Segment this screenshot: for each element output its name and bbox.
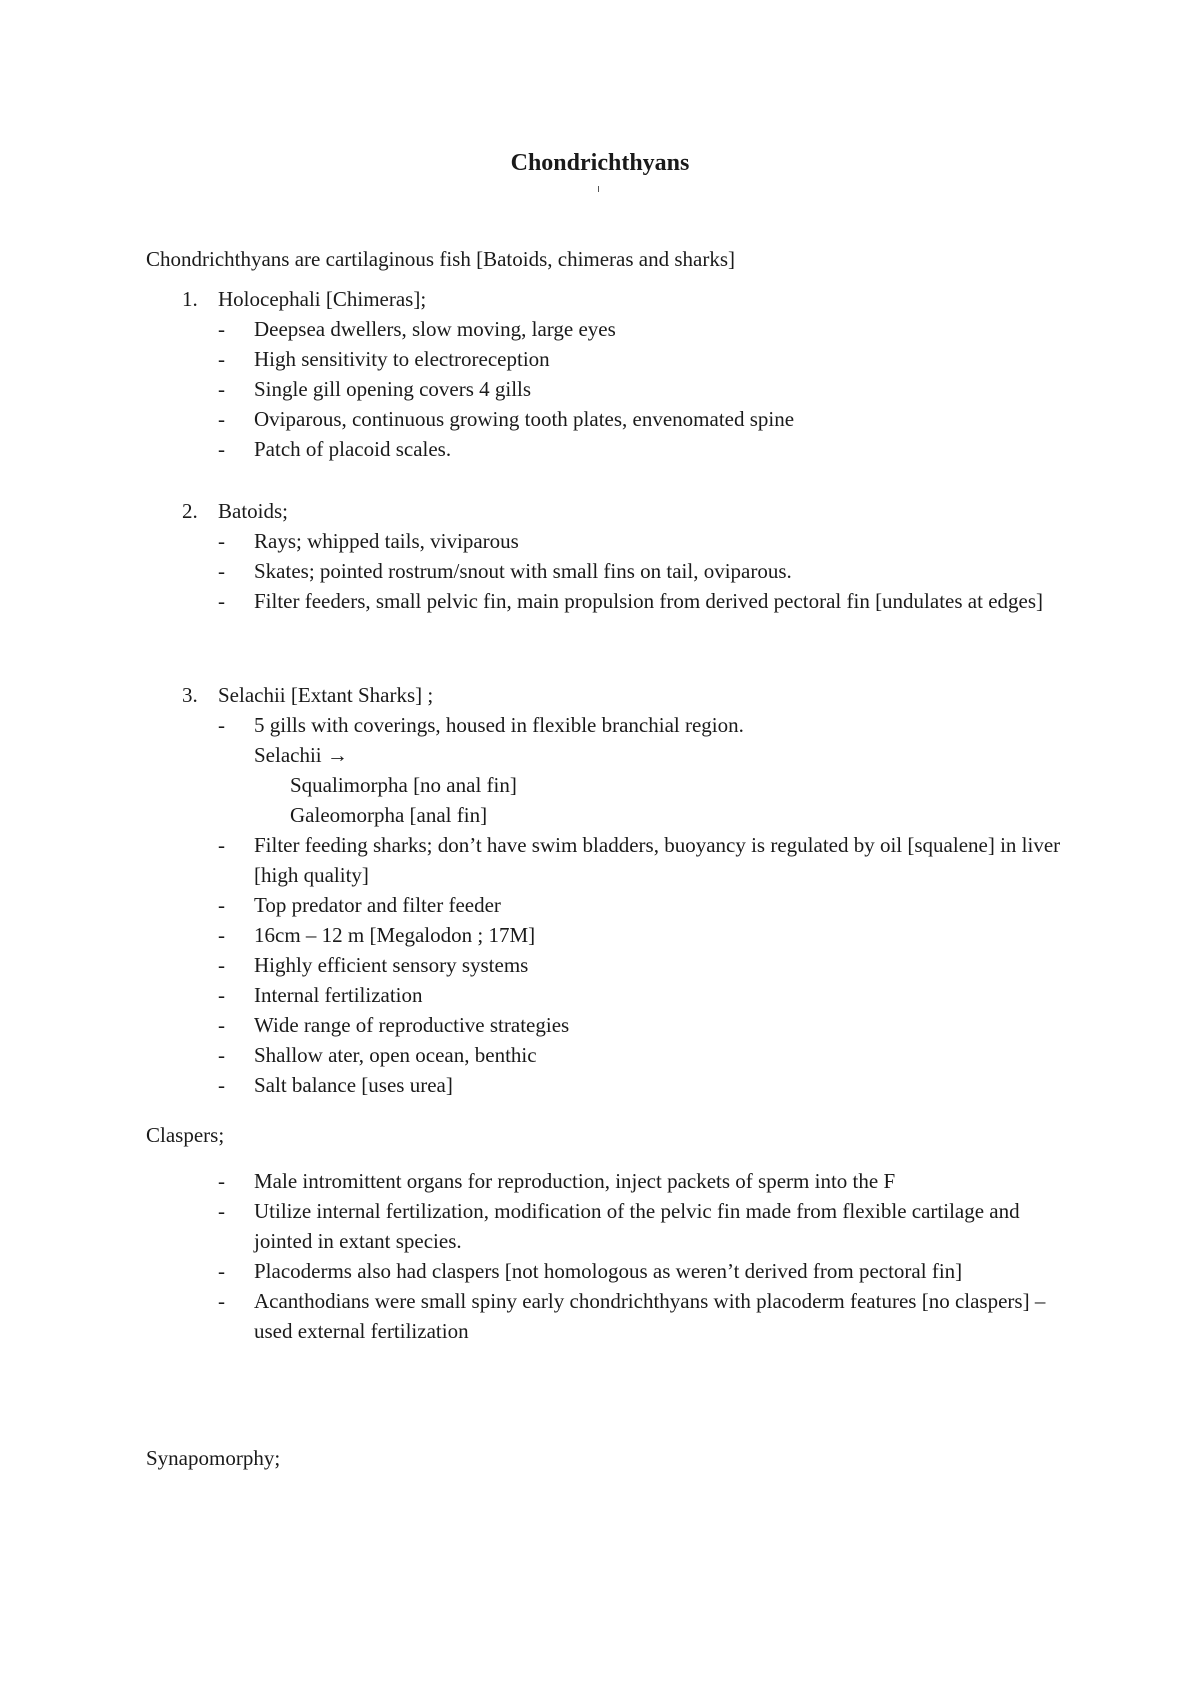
list-item — [146, 710, 1066, 740]
section-selachii — [146, 680, 1066, 1100]
section-claspers — [146, 1166, 1066, 1346]
bullet-dash: - — [218, 983, 225, 1007]
bullet-dash: - — [218, 1073, 225, 1097]
list-item — [146, 1070, 1066, 1100]
section-label: Selachii [Extant Sharks] ; — [218, 683, 434, 707]
bullet-dash: - — [218, 893, 225, 917]
section-label: Batoids; — [218, 499, 289, 523]
bullet-dash: - — [218, 317, 225, 341]
bullet-dash: - — [218, 1259, 225, 1283]
bullet-text: 5 gills with coverings, housed in flexible branchial region. — [254, 713, 744, 737]
list-item — [146, 890, 1066, 920]
list-item — [146, 1286, 1066, 1346]
claspers-heading: Claspers; — [146, 1123, 225, 1147]
title-mark — [598, 186, 599, 192]
section-batoids — [146, 496, 1066, 616]
list-item — [146, 556, 1066, 586]
bullet-list — [146, 1166, 1066, 1346]
bullet-text: Utilize internal fertilization, modification of the pelvic fin made from flexible cartilage and jointed in extant species. — [254, 1199, 1020, 1253]
bullet-text: Filter feeders, small pelvic fin, main propulsion from derived pectoral fin [undulates at edges] — [254, 589, 1044, 613]
bullet-dash: - — [218, 713, 225, 737]
bullet-text: Single gill opening covers 4 gills — [254, 377, 532, 401]
bullet-text: Salt balance [uses urea] — [254, 1073, 453, 1097]
list-item — [146, 404, 1066, 434]
bullet-dash: - — [218, 589, 225, 613]
list-item — [146, 374, 1066, 404]
section-heading — [146, 680, 1066, 710]
synapomorphy-heading: Synapomorphy; — [146, 1446, 281, 1470]
list-item — [146, 920, 1066, 950]
section-number: 2. — [182, 499, 198, 523]
bullet-text: Patch of placoid scales. — [254, 437, 452, 461]
bullet-dash: - — [218, 923, 225, 947]
bullet-text: Shallow ater, open ocean, benthic — [254, 1043, 537, 1067]
section-heading — [146, 496, 1066, 526]
list-item — [146, 1166, 1066, 1196]
bullet-list — [146, 830, 1066, 1100]
bullet-text: High sensitivity to electroreception — [254, 347, 550, 371]
page-title: Chondrichthyans — [510, 150, 690, 176]
selachii-subgroups — [146, 740, 1066, 830]
bullet-dash: - — [218, 1043, 225, 1067]
bullet-text: Internal fertilization — [254, 983, 423, 1007]
bullet-dash: - — [218, 407, 225, 431]
list-item — [146, 1040, 1066, 1070]
bullet-text: Acanthodians were small spiny early chondrichthyans with placoderm features [no claspers] – used external fertilization — [254, 1289, 1046, 1343]
bullet-text: 16cm – 12 m [Megalodon ; 17M] — [254, 923, 536, 947]
bullet-list — [146, 710, 1066, 740]
intro-paragraph: Chondrichthyans are cartilaginous fish [Batoids, chimeras and sharks] — [146, 247, 736, 271]
list-item — [146, 980, 1066, 1010]
galeomorpha-line: Galeomorpha [anal fin] — [290, 803, 488, 827]
list-item — [146, 344, 1066, 374]
list-item — [146, 526, 1066, 556]
bullet-list — [146, 314, 1066, 464]
bullet-text: Highly efficient sensory systems — [254, 953, 529, 977]
section-label: Holocephali [Chimeras]; — [218, 287, 427, 311]
section-heading — [146, 284, 1066, 314]
bullet-text: Rays; whipped tails, viviparous — [254, 529, 519, 553]
squalimorpha-line: Squalimorpha [no anal fin] — [290, 773, 517, 797]
bullet-text: Oviparous, continuous growing tooth plates, envenomated spine — [254, 407, 795, 431]
list-item — [146, 1256, 1066, 1286]
bullet-dash: - — [218, 1169, 225, 1193]
bullet-dash: - — [218, 1199, 225, 1223]
bullet-text: Filter feeding sharks; don’t have swim bladders, buoyancy is regulated by oil [squalene] in liver [high quality] — [254, 833, 1061, 887]
section-holocephali — [146, 284, 1066, 464]
bullet-text: Deepsea dwellers, slow moving, large eyes — [254, 317, 616, 341]
bullet-text: Top predator and filter feeder — [254, 893, 501, 917]
list-item — [146, 1010, 1066, 1040]
bullet-dash: - — [218, 1289, 225, 1313]
bullet-dash: - — [218, 1013, 225, 1037]
bullet-text: Skates; pointed rostrum/snout with small fins on tail, oviparous. — [254, 559, 792, 583]
section-number: 3. — [182, 683, 198, 707]
bullet-dash: - — [218, 347, 225, 371]
bullet-list — [146, 526, 1066, 616]
bullet-dash: - — [218, 559, 225, 583]
list-item — [146, 1196, 1066, 1256]
section-number: 1. — [182, 287, 198, 311]
list-item — [146, 434, 1066, 464]
bullet-text: Male intromittent organs for reproduction, inject packets of sperm into the F — [254, 1169, 896, 1193]
bullet-text: Wide range of reproductive strategies — [254, 1013, 570, 1037]
bullet-dash: - — [218, 377, 225, 401]
bullet-dash: - — [218, 529, 225, 553]
list-item — [146, 314, 1066, 344]
list-item — [146, 950, 1066, 980]
bullet-dash: - — [218, 437, 225, 461]
bullet-dash: - — [218, 953, 225, 977]
bullet-text: Placoderms also had claspers [not homologous as weren’t derived from pectoral fin] — [254, 1259, 963, 1283]
list-item — [146, 586, 1066, 616]
bullet-dash: - — [218, 833, 225, 857]
list-item — [146, 830, 1066, 890]
selachii-line: Selachii → — [254, 743, 348, 767]
